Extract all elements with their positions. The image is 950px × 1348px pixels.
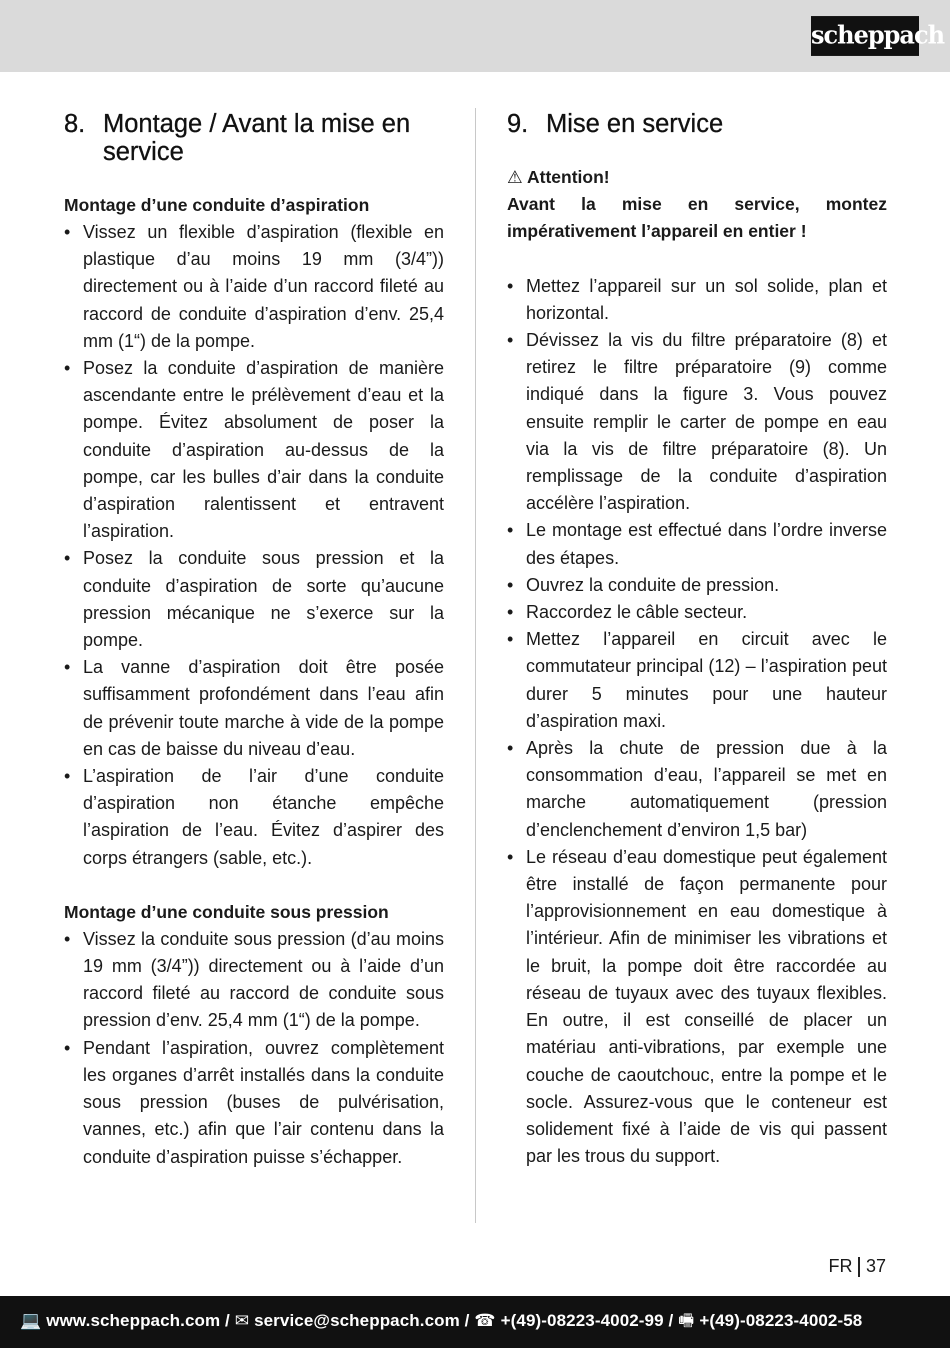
list-item: • Dévissez la vis du filtre préparatoire (8) et retirez le filtre préparatoire (9) comme indiqué dans la figure 3. Vous pouvez ensuite remplir le carter de pompe en eau via la vis de filtre préparatoire (8). Un remplissage de la conduite d’aspiration accélère l’aspiration. bbox=[507, 330, 887, 514]
list-item: • Pendant l’aspiration, ouvrez complètement les organes d’arrêt installés dans la conduite sous pression (buses de pulvérisation, vannes, etc.) afin que l’air contenu dans la conduite d’aspiration puisse s’échapper. bbox=[64, 1037, 444, 1167]
header-band bbox=[0, 0, 950, 72]
list-item: • L’aspiration de l’air d’une conduite d’aspiration non étanche empêche l’aspiration de l’eau. Évitez d’aspirer des corps étrangers (sable, etc.). bbox=[64, 766, 444, 868]
section-9-title bbox=[507, 110, 887, 138]
warning-block bbox=[507, 164, 887, 246]
footer-website[interactable]: www.scheppach.com / bbox=[46, 1311, 230, 1330]
list-item: • Posez la conduite sous pression et la conduite d’aspiration de sorte qu’aucune pression mécanique ne s’exerce sur la pompe. bbox=[64, 548, 444, 651]
section-title: Mise en service bbox=[546, 110, 724, 138]
page-separator bbox=[858, 1257, 860, 1277]
right-column bbox=[507, 110, 887, 1170]
footer-phone: +(49)-08223-4002-99 / bbox=[500, 1311, 674, 1330]
list-item: • La vanne d’aspiration doit être posée suffisamment profondément dans l’eau afin de prévenir toute marche à vide de la pompe en cas de baisse du niveau d’eau. bbox=[64, 657, 444, 759]
list-item: • Raccordez le câble secteur. bbox=[507, 602, 748, 623]
section-number: 8. bbox=[64, 110, 86, 138]
computer-icon: 💻 bbox=[20, 1311, 42, 1330]
list-item: • Ouvrez la conduite de pression. bbox=[507, 574, 780, 595]
page-lang: FR bbox=[828, 1256, 853, 1276]
warning-title: Attention! bbox=[527, 167, 610, 187]
list-item: • Mettez l’appareil en circuit avec le commutateur principal (12) – l’aspiration peut durer 5 minutes pour une hauteur d’aspiration maxi. bbox=[507, 629, 887, 731]
footer-fax: +(49)-08223-4002-58 bbox=[699, 1311, 863, 1330]
left-column bbox=[64, 110, 444, 1171]
section-title: Montage / Avant la mise en service bbox=[103, 110, 411, 166]
column-divider bbox=[475, 108, 476, 1223]
pressure-heading: Montage d’une conduite sous pression bbox=[64, 901, 389, 922]
section-8-title bbox=[64, 110, 444, 166]
page-index: 37 bbox=[865, 1256, 886, 1276]
list-item: • Vissez la conduite sous pression (d’au moins 19 mm (3/4”)) directement ou à l’aide d’un raccord fileté au raccord de conduite sous pression d’env. 25,4 mm (1“) de la pompe. bbox=[64, 928, 444, 1031]
list-item: • Vissez un flexible d’aspiration (flexible en plastique d’au moins 19 mm (3/4”)) directement ou à l’aide d’un raccord fileté au raccord de conduite d’aspiration d’env. 25,4 mm (1“) de la pompe. bbox=[64, 222, 444, 351]
page-number bbox=[828, 1256, 886, 1277]
section-number: 9. bbox=[507, 110, 529, 138]
footer-bar bbox=[0, 1296, 950, 1348]
list-item: • Le montage est effectué dans l’ordre inverse des étapes. bbox=[507, 520, 887, 568]
phone-icon: ☎ bbox=[474, 1311, 496, 1330]
warning-icon: ⚠ bbox=[507, 167, 523, 187]
list-item: • Posez la conduite d’aspiration de manière ascendante entre le prélèvement d’eau et la pompe. Évitez absolument de poser la conduite d’aspiration au-dessus de la pompe, car les bulles d’air dans la conduite d’aspiration ralentissent et entravent l’aspiration. bbox=[64, 358, 444, 542]
suction-list bbox=[64, 219, 444, 872]
fax-icon: 🖷 bbox=[678, 1311, 695, 1330]
startup-list bbox=[507, 273, 887, 1171]
mail-icon: ✉ bbox=[234, 1311, 250, 1330]
warning-text: Avant la mise en service, montez impérativement l’appareil en entier ! bbox=[507, 194, 887, 242]
footer-email[interactable]: service@scheppach.com / bbox=[254, 1311, 470, 1330]
pressure-list bbox=[64, 926, 444, 1171]
list-item: • Après la chute de pression due à la consommation d’eau, l’appareil se met en marche automatiquement (pression d’enclenchement d’environ 1,5 bar) bbox=[507, 738, 887, 840]
list-item: • Mettez l’appareil sur un sol solide, plan et horizontal. bbox=[507, 275, 887, 323]
brand-logo: scheppach bbox=[811, 16, 919, 56]
list-item: • Le réseau d’eau domestique peut également être installé de façon permanente pour l’approvisionnement en eau domestique à l’intérieur. Afin de minimiser les vibrations et le bruit, la pompe doit être raccordée au réseau de tuyaux avec des tuyaux flexibles. En outre, il est conseillé de placer un matériau anti-vibrations, par exemple une couche de caoutchouc, entre la pompe et le socle. Assurez-vous que le conteneur est solidement fixé à l’aide de vis qui passent par les trous du support. bbox=[507, 846, 887, 1167]
suction-heading: Montage d’une conduite d’aspiration bbox=[64, 195, 370, 215]
